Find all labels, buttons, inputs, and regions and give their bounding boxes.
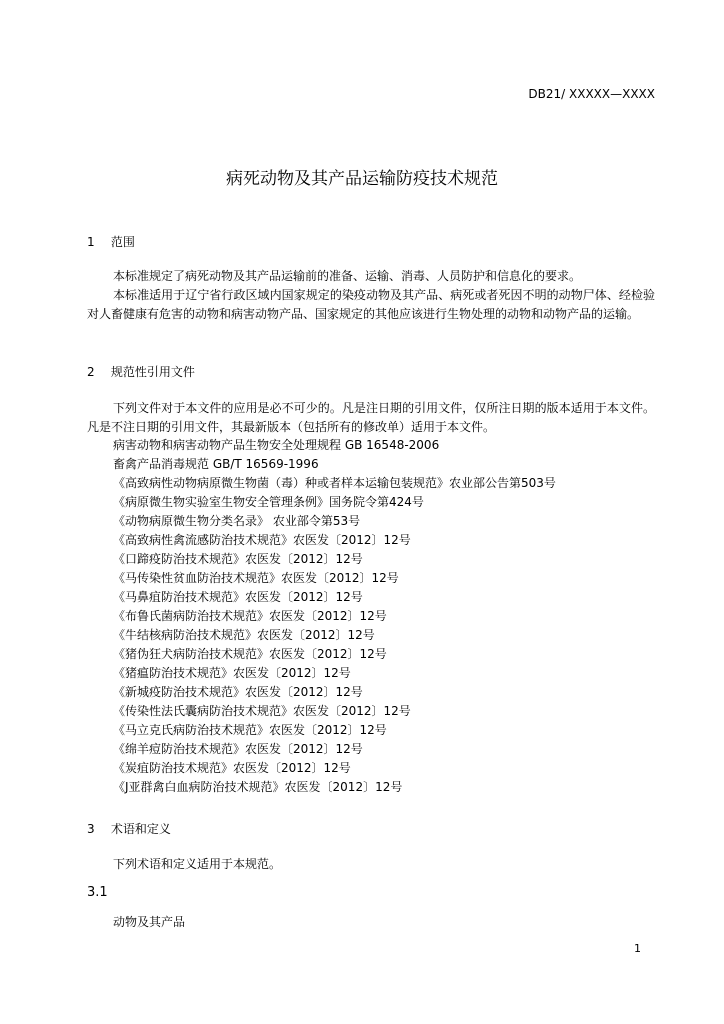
reference-item: 《新城疫防治技术规范》农医发〔2012〕12号: [113, 685, 363, 699]
reference-item: 病害动物和病害动物产品生物安全处理规程 GB 16548-2006: [113, 438, 440, 452]
reference-item: 《马传染性贫血防治技术规范》农医发〔2012〕12号: [113, 571, 399, 585]
document-code: DB21/ XXXXX—XXXX: [528, 87, 655, 101]
section-2-heading: [87, 363, 195, 380]
reference-item: 《炭疽防治技术规范》农医发〔2012〕12号: [113, 761, 351, 775]
reference-item: 《马鼻疽防治技术规范》农医发〔2012〕12号: [113, 590, 363, 604]
section-3-heading: [87, 820, 171, 837]
section-title: 术语和定义: [110, 822, 171, 836]
page-number: 1: [634, 942, 641, 955]
document-title: 病死动物及其产品运输防疫技术规范: [226, 169, 498, 189]
reference-item: 《J亚群禽白血病防治技术规范》农医发〔2012〕12号: [113, 780, 403, 794]
reference-item: 《病原微生物实验室生物安全管理条例》国务院令第424号: [113, 495, 424, 509]
reference-item: 畜禽产品消毒规范 GB/T 16569-1996: [113, 457, 319, 471]
reference-item: 《动物病原微生物分类名录》 农业部令第53号: [113, 514, 361, 528]
reference-item: 《马立克氏病防治技术规范》农医发〔2012〕12号: [113, 723, 387, 737]
reference-item: 《猪瘟防治技术规范》农医发〔2012〕12号: [113, 666, 351, 680]
reference-item: 《猪伪狂犬病防治技术规范》农医发〔2012〕12号: [113, 647, 387, 661]
reference-item: 《布鲁氏菌病防治技术规范》农医发〔2012〕12号: [113, 609, 387, 623]
terms-intro: 下列术语和定义适用于本规范。: [113, 857, 282, 871]
term-name: 动物及其产品: [113, 915, 186, 929]
scope-paragraph-2: 本标准适用于辽宁省行政区域内国家规定的染疫动物及其产品、病死或者死因不明的动物尸体、经检验对人畜健康有危害的动物和病害动物产品、国家规定的其他应该进行生物处理的动物和动物产品的运输。: [87, 288, 655, 321]
section-number: 2: [87, 365, 95, 379]
subsection-number: 3.1: [87, 885, 108, 900]
reference-item: 《传染性法氏囊病防治技术规范》农医发〔2012〕12号: [113, 704, 411, 718]
reference-list: [113, 436, 556, 797]
section-title: 范围: [110, 235, 135, 249]
reference-item: 《绵羊痘防治技术规范》农医发〔2012〕12号: [113, 742, 363, 756]
section-title: 规范性引用文件: [110, 365, 195, 379]
section-number: 3: [87, 822, 95, 836]
references-intro: 下列文件对于本文件的应用是必不可少的。凡是注日期的引用文件，仅所注日期的版本适用于本文件。凡是不注日期的引用文件，其最新版本（包括所有的修改单）适用于本文件。: [87, 401, 655, 434]
section-number: 1: [87, 235, 95, 249]
reference-item: 《高致病性禽流感防治技术规范》农医发〔2012〕12号: [113, 533, 411, 547]
reference-item: 《牛结核病防治技术规范》农医发〔2012〕12号: [113, 628, 375, 642]
scope-paragraph-1: 本标准规定了病死动物及其产品运输前的准备、运输、消毒、人员防护和信息化的要求。: [113, 269, 582, 283]
section-1-heading: [87, 233, 135, 250]
reference-item: 《口蹄疫防治技术规范》农医发〔2012〕12号: [113, 552, 363, 566]
reference-item: 《高致病性动物病原微生物菌（毒）种或者样本运输包装规范》农业部公告第503号: [113, 476, 556, 490]
